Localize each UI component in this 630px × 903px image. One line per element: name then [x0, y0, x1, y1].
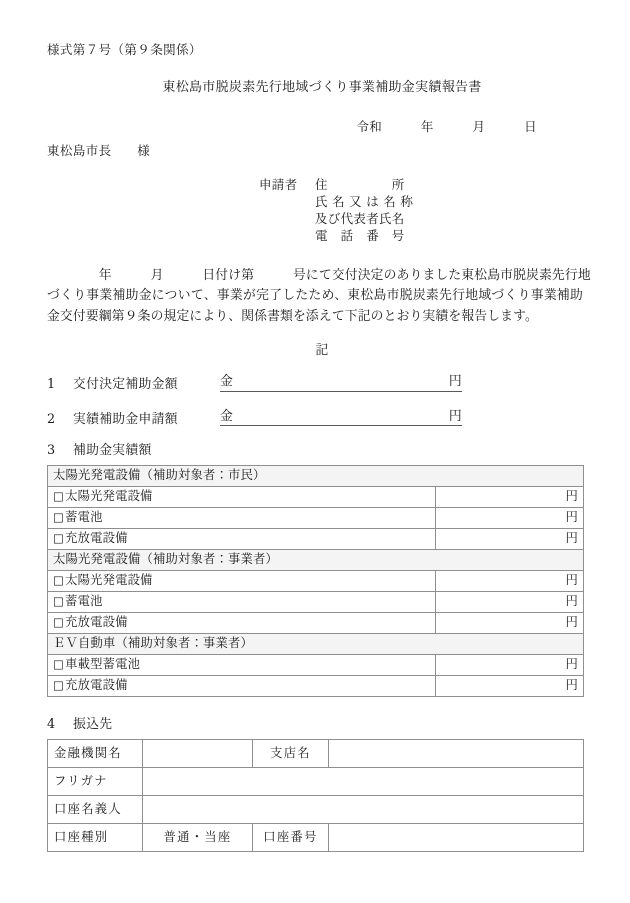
checkbox-icon[interactable]: □ [53, 489, 65, 504]
subsidy-results-table [47, 465, 584, 697]
bank-account-type-label: 口座種別 [48, 823, 143, 851]
row-amount-citizen-solar[interactable] [436, 487, 584, 508]
row-label-ev-charger[interactable] [48, 676, 436, 697]
table-row [48, 795, 584, 823]
row-label-text: 車載型蓄電池 [65, 657, 141, 672]
applicant-representative-label: 及び代表者氏名 [315, 210, 405, 226]
checkbox-icon[interactable]: □ [53, 573, 65, 588]
bank-account-holder-value[interactable] [143, 795, 584, 823]
row-label-citizen-solar[interactable] [48, 487, 436, 508]
applicant-phone-label: 電 話 番 号 [315, 227, 405, 243]
item-2 [47, 408, 583, 427]
yen-label: 円 [565, 573, 579, 588]
checkbox-icon[interactable]: □ [53, 594, 65, 609]
table-row [48, 767, 584, 795]
table-row [48, 739, 584, 767]
row-label-text: 蓄電池 [65, 594, 103, 609]
table-row[interactable] [48, 676, 584, 697]
yen-label: 円 [565, 615, 579, 630]
table-row [48, 823, 584, 851]
ki-marker: 記 [315, 343, 329, 358]
applicant-address-label: 住 所 [315, 176, 405, 192]
applicant-phone-row [259, 227, 583, 244]
bank-account-number-value[interactable] [329, 823, 584, 851]
form-number: 様式第７号（第９条関係） [47, 42, 202, 57]
row-label-text: 充放電設備 [65, 615, 128, 630]
section-3-heading [47, 445, 583, 458]
yen-label: 円 [565, 531, 579, 546]
checkbox-icon[interactable]: □ [53, 531, 65, 546]
date-line: 令和 年 月 日 [356, 118, 537, 134]
checkbox-icon[interactable]: □ [53, 510, 65, 525]
section-3-number: 3 [47, 443, 56, 459]
item-2-amount-field[interactable] [220, 408, 462, 427]
row-label-text: 充放電設備 [65, 531, 128, 546]
applicant-address-row [259, 176, 583, 193]
yen-label: 円 [565, 657, 579, 672]
item-2-number: 2 [47, 411, 56, 427]
item-1-number: 1 [47, 376, 56, 392]
row-amount-ev-battery[interactable] [436, 655, 584, 676]
row-label-ev-battery[interactable] [48, 655, 436, 676]
row-label-text: 蓄電池 [65, 510, 103, 525]
section-3-title: 補助金実績額 [73, 443, 152, 459]
table-row[interactable] [48, 613, 584, 634]
row-amount-business-charger[interactable] [436, 613, 584, 634]
yen-label: 円 [565, 489, 579, 504]
item-1-currency-prefix: 金 [220, 373, 234, 389]
bank-branch-value[interactable] [329, 739, 584, 767]
item-1-currency-suffix: 円 [448, 373, 462, 389]
body-rest: づくり事業補助金について、事業が完了したため、東松島市脱炭素先行地域づくり事業補助金交付要綱第９条の規定により、関係書類を添えて下記のとおり実績を報告します。 [47, 288, 583, 324]
row-amount-business-solar[interactable] [436, 571, 584, 592]
bank-account-type-value[interactable]: 普通・当座 [143, 823, 253, 851]
bank-furigana-label: フリガナ [48, 767, 143, 795]
addressee: 東松島市長 様 [47, 143, 151, 158]
table-row[interactable] [48, 529, 584, 550]
applicant-representative-row [259, 210, 583, 227]
yen-label: 円 [565, 510, 579, 525]
applicant-block [47, 176, 583, 244]
row-label-text: 太陽光発電設備 [65, 573, 153, 588]
item-2-currency-suffix: 円 [448, 408, 462, 424]
document-title: 東松島市脱炭素先行地域づくり事業補助金実績報告書 [162, 79, 482, 95]
row-label-business-solar[interactable] [48, 571, 436, 592]
body-paragraph [47, 266, 591, 328]
checkbox-icon[interactable]: □ [53, 657, 65, 672]
subsidy-results-body [48, 466, 584, 697]
row-amount-citizen-battery[interactable] [436, 508, 584, 529]
group-header-business-solar: 太陽光発電設備（補助対象者：事業者） [48, 550, 584, 571]
bank-transfer-table [47, 739, 584, 852]
item-1 [47, 373, 583, 392]
row-label-business-battery[interactable] [48, 592, 436, 613]
bank-institution-value[interactable] [143, 739, 253, 767]
body-line-1: 年 月 日付け第 号にて交付決定のありました東松島市脱炭素先行地 [47, 267, 591, 283]
row-amount-ev-charger[interactable] [436, 676, 584, 697]
table-row [48, 466, 584, 487]
applicant-heading: 申請者 [259, 176, 298, 192]
bank-furigana-value[interactable] [143, 767, 584, 795]
table-row [48, 634, 584, 655]
row-label-business-charger[interactable] [48, 613, 436, 634]
bank-institution-label: 金融機関名 [48, 739, 143, 767]
item-1-amount-field[interactable] [220, 373, 462, 392]
table-row[interactable] [48, 487, 584, 508]
item-2-label: 実績補助金申請額 [73, 411, 178, 427]
bank-table-wrap [47, 739, 583, 852]
section-4-title: 振込先 [73, 717, 113, 733]
row-label-citizen-battery[interactable] [48, 508, 436, 529]
row-label-citizen-charger[interactable] [48, 529, 436, 550]
bank-account-holder-label: 口座名義人 [48, 795, 143, 823]
row-amount-citizen-charger[interactable] [436, 529, 584, 550]
item-2-currency-prefix: 金 [220, 408, 234, 424]
section-4-number: 4 [47, 717, 56, 733]
subsidy-results-table-wrap [47, 465, 583, 697]
item-1-label: 交付決定補助金額 [73, 376, 178, 392]
row-amount-business-battery[interactable] [436, 592, 584, 613]
bank-account-number-label: 口座番号 [253, 823, 329, 851]
table-row[interactable] [48, 592, 584, 613]
applicant-name-row [259, 193, 583, 210]
bank-transfer-body [48, 739, 584, 851]
table-row[interactable] [48, 571, 584, 592]
group-header-ev: ＥＶ自動車（補助対象者：事業者） [48, 634, 584, 655]
table-row[interactable] [48, 655, 584, 676]
yen-label: 円 [565, 678, 579, 693]
applicant-name-label: 氏 名 又 は 名 称 [315, 193, 414, 209]
yen-label: 円 [565, 594, 579, 609]
checkbox-icon[interactable]: □ [53, 615, 65, 630]
group-header-citizen-solar: 太陽光発電設備（補助対象者：市民） [48, 466, 584, 487]
bank-branch-label: 支店名 [253, 739, 329, 767]
section-4-heading [47, 719, 583, 732]
table-row [48, 550, 584, 571]
row-label-text: 太陽光発電設備 [65, 489, 153, 504]
checkbox-icon[interactable]: □ [53, 678, 65, 693]
row-label-text: 充放電設備 [65, 678, 128, 693]
table-row[interactable] [48, 508, 584, 529]
